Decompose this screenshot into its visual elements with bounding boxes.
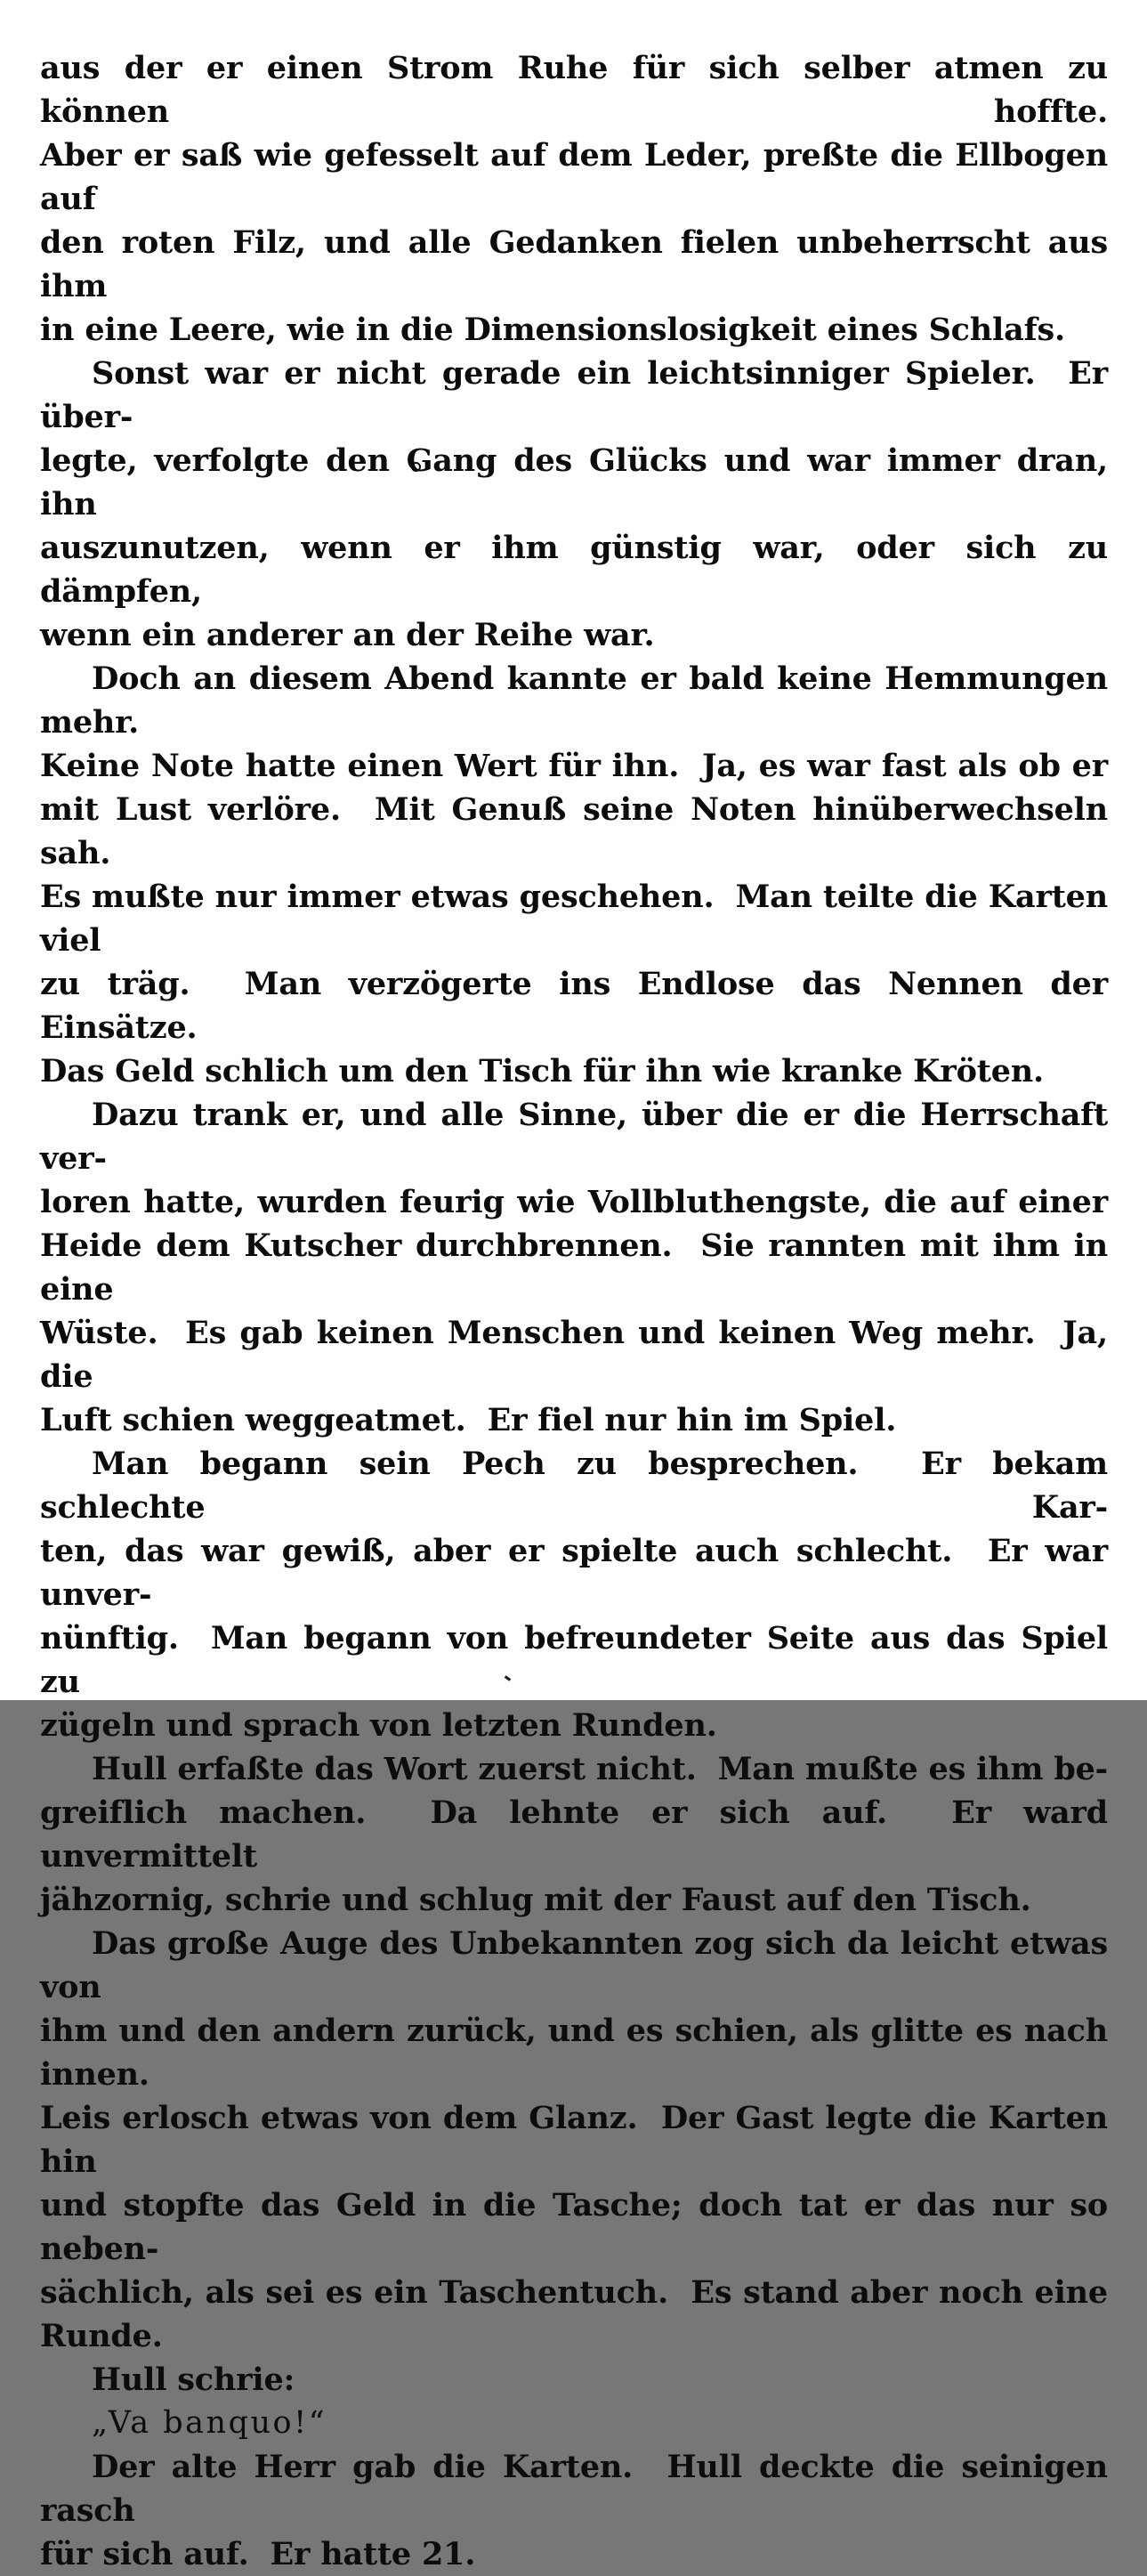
text-line: Luft schien weggeatmet. Er fiel nur hin im Spiel. xyxy=(40,1402,897,1438)
text-line: nünftig. Man begann von befreundeter Seite aus das Spiel zu xyxy=(40,1620,1119,1700)
text-line: Heide dem Kutscher durchbrennen. Sie rannten mit ihm in eine xyxy=(40,1227,1119,1308)
text-line: greiflich machen. Da lehnte er sich auf. Er ward unvermittelt xyxy=(40,1794,1119,1875)
text-line: auszunutzen, wenn er ihm günstig war, oder sich zu dämpfen, xyxy=(40,530,1119,610)
text-line: den roten Filz, und alle Gedanken fielen unbeherrscht aus ihm xyxy=(40,224,1119,304)
text-line: Man begann sein Pech zu besprechen. Er bekam schlechte Kar- xyxy=(40,1446,1119,1526)
text-line: Es mußte nur immer etwas geschehen. Man teilte die Karten viel xyxy=(40,879,1119,959)
text-line: aus der er einen Strom Ruhe für sich selber atmen zu können hoffte. xyxy=(40,50,1119,130)
text-line: für sich auf. Er hatte 21. xyxy=(40,2536,476,2572)
text-line: Leis erlosch etwas von dem Glanz. Der Gast legte die Karten hin xyxy=(40,2100,1119,2180)
text-line: mit Lust verlöre. Mit Genuß seine Noten hinüberwechseln sah. xyxy=(40,791,1119,871)
print-artifact-ring xyxy=(411,462,421,472)
text-line: wenn ein anderer an der Reihe war. xyxy=(40,617,655,653)
page-text xyxy=(40,46,1119,2576)
text-line: Hull erfaßte das Wort zuerst nicht. Man mußte es ihm be- xyxy=(92,1751,1108,1787)
text-line: Sonst war er nicht gerade ein leichtsinniger Spieler. Er über- xyxy=(40,355,1119,435)
text-line: ihm und den andern zurück, und es schien, als glitte es nach innen. xyxy=(40,2013,1119,2093)
text-line: Aber er saß wie gefesselt auf dem Leder, preßte die Ellbogen auf xyxy=(40,137,1119,217)
text-line: Wüste. Es gab keinen Menschen und keinen Weg mehr. Ja, die xyxy=(40,1315,1119,1395)
text-line: Das Geld schlich um den Tisch für ihn wie kranke Kröten. xyxy=(40,1053,1045,1090)
text-line: und stopfte das Geld in die Tasche; doch tat er das nur so neben- xyxy=(40,2187,1119,2267)
text-line: zu träg. Man verzögerte ins Endlose das Nennen der Einsätze. xyxy=(40,966,1119,1046)
text-line: in eine Leere, wie in die Dimensionslosigkeit eines Schlafs. xyxy=(40,312,1065,348)
text-line: jähzornig, schrie und schlug mit der Faust auf den Tisch. xyxy=(40,1882,1031,1918)
text-line: Der alte Herr gab die Karten. Hull deckte die seinigen rasch xyxy=(40,2449,1119,2529)
text-line: sächlich, als sei es ein Taschentuch. Es stand aber noch eine Runde. xyxy=(40,2274,1119,2354)
text-line: Das große Auge des Unbekannten zog sich da leicht etwas von xyxy=(40,1925,1119,2005)
text-line: loren hatte, wurden feurig wie Vollbluthengste, die auf einer xyxy=(40,1184,1108,1220)
text-line: legte, verfolgte den Gang des Glücks und war immer dran, ihn xyxy=(40,442,1119,522)
text-line: Hull schrie: xyxy=(92,2361,295,2398)
text-line: „Va banquo!“ xyxy=(92,2405,327,2441)
text-line: ten, das war gewiß, aber er spielte auch schlecht. Er war unver- xyxy=(40,1533,1119,1613)
text-line: Keine Note hatte einen Wert für ihn. Ja, es war fast als ob er xyxy=(40,748,1108,784)
text-line: Doch an diesem Abend kannte er bald keine Hemmungen mehr. xyxy=(40,660,1119,741)
text-line: Dazu trank er, und alle Sinne, über die er die Herrschaft ver- xyxy=(40,1097,1119,1177)
text-line: zügeln und sprach von letzten Runden. xyxy=(40,1707,717,1744)
